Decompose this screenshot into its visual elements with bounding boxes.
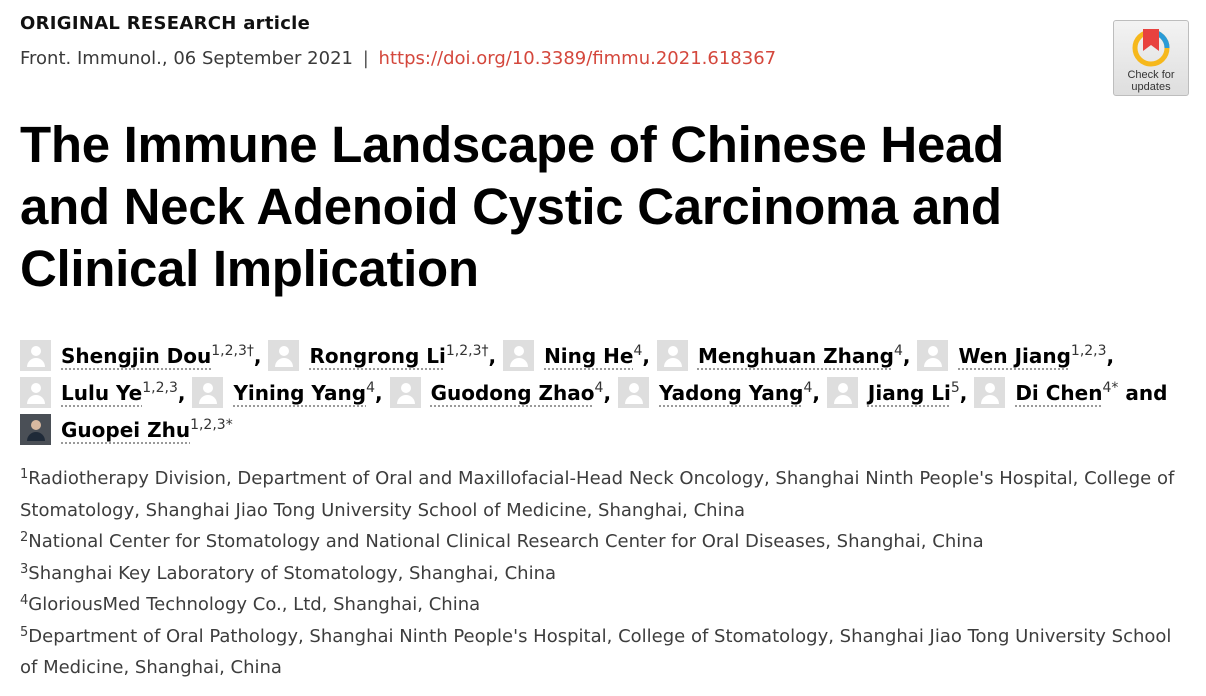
avatar-placeholder-icon[interactable] [974, 377, 1005, 408]
author-name-link[interactable]: Yadong Yang [659, 381, 804, 405]
author-separator: , [1106, 344, 1115, 368]
avatar-placeholder-icon[interactable] [827, 377, 858, 408]
affiliation-text: Department of Oral Pathology, Shanghai Ninth People's Hospital, College of Stomatology, Shanghai Jiao Tong University School of Medicine, Shanghai, China [20, 625, 1172, 678]
author-item [192, 381, 389, 405]
affiliation-number: 5 [20, 624, 29, 640]
author-name-link[interactable]: Di Chen [1015, 381, 1103, 405]
author-separator: , [902, 344, 918, 368]
avatar-placeholder-icon[interactable] [657, 340, 688, 371]
article-title: The Immune Landscape of Chinese Head and Neck Adenoid Cystic Carcinoma and Clinical Implication [20, 116, 1004, 297]
author-photo[interactable] [20, 414, 51, 445]
affiliation-text: National Center for Stomatology and National Clinical Research Center for Oral Diseases, Shanghai, China [28, 531, 984, 552]
author-affiliation-marker: 4 [803, 380, 813, 396]
avatar-placeholder-icon[interactable] [390, 377, 421, 408]
author-name-link[interactable]: Menghuan Zhang [697, 344, 894, 368]
avatar-placeholder-icon[interactable] [917, 340, 948, 371]
avatar-placeholder-icon[interactable] [503, 340, 534, 371]
affiliation-item [20, 621, 1190, 684]
author-name-link[interactable]: Guopei Zhu [61, 418, 191, 442]
affiliation-item [20, 589, 1190, 621]
author-item [917, 344, 1114, 368]
affiliation-number: 4 [20, 593, 29, 608]
author-name-link[interactable]: Lulu Ye [61, 381, 143, 405]
author-item [20, 381, 192, 405]
author-item [503, 344, 657, 368]
meta-separator: | [362, 48, 369, 69]
badge-label-line2: updates [1131, 81, 1171, 93]
avatar-placeholder-icon[interactable] [192, 377, 223, 408]
author-affiliation-marker: 4 [366, 380, 376, 396]
author-item [657, 344, 917, 368]
avatar-placeholder-icon[interactable] [618, 377, 649, 408]
avatar-placeholder-icon[interactable] [268, 340, 299, 371]
affiliation-number: 1 [20, 467, 29, 482]
affiliation-item [20, 526, 1190, 558]
author-item [20, 344, 268, 368]
author-affiliation-marker: 1,2,3* [190, 417, 233, 433]
journal-date: Front. Immunol., 06 September 2021 [20, 48, 353, 69]
affiliation-item [20, 463, 1190, 526]
author-separator: , [812, 381, 827, 405]
author-separator: and [1118, 381, 1168, 405]
affiliation-list [20, 463, 1190, 684]
author-name-link[interactable]: Ning He [544, 344, 634, 368]
author-affiliation-marker: 1,2,3 [142, 380, 178, 396]
check-for-updates-icon [1129, 27, 1173, 69]
author-name-link[interactable]: Rongrong Li [309, 344, 446, 368]
affiliation-number: 3 [20, 561, 29, 577]
author-name-link[interactable]: Jiang Li [867, 381, 951, 405]
author-separator: , [642, 344, 657, 368]
article-meta [20, 48, 776, 69]
author-item [390, 381, 618, 405]
author-name-link[interactable]: Yining Yang [233, 381, 367, 405]
author-separator: , [603, 381, 619, 405]
affiliation-text: Radiotherapy Division, Department of Oral and Maxillofacial-Head Neck Oncology, Shanghai Ninth People's Hospital, College of Stomatology, Shanghai Jiao Tong University School of Medicine, Shanghai, China [20, 468, 1175, 521]
author-separator: , [177, 381, 193, 405]
avatar-placeholder-icon[interactable] [20, 377, 51, 408]
author-item [827, 381, 974, 405]
author-affiliation-marker: 1,2,3 [1070, 343, 1107, 359]
author-affiliation-marker: 4 [893, 343, 903, 359]
author-separator: , [375, 381, 390, 405]
author-separator: , [488, 344, 504, 368]
author-item [618, 381, 827, 405]
article-type: ORIGINAL RESEARCH article [20, 13, 311, 34]
author-separator: , [253, 344, 269, 368]
author-name-link[interactable]: Shengjin Dou [61, 344, 212, 368]
author-item [268, 344, 503, 368]
author-name-link[interactable]: Wen Jiang [958, 344, 1071, 368]
avatar-placeholder-icon[interactable] [20, 340, 51, 371]
author-affiliation-marker: 4 [633, 343, 643, 359]
doi-link[interactable]: https://doi.org/10.3389/fimmu.2021.618367 [378, 48, 777, 69]
badge-label-line1: Check for [1127, 69, 1175, 81]
author-item [20, 418, 233, 442]
author-affiliation-marker: 4* [1102, 380, 1119, 396]
author-separator: , [959, 381, 975, 405]
author-list [20, 338, 1190, 449]
author-item [974, 381, 1167, 405]
author-affiliation-marker: 4 [594, 380, 604, 396]
author-name-link[interactable]: Guodong Zhao [430, 381, 595, 405]
affiliation-text: GloriousMed Technology Co., Ltd, Shanghai, China [28, 594, 481, 615]
affiliation-item [20, 558, 1190, 590]
author-affiliation-marker: 1,2,3† [445, 343, 489, 359]
check-for-updates-button[interactable] [1113, 20, 1189, 96]
author-affiliation-marker: 5 [950, 380, 960, 396]
affiliation-number: 2 [20, 530, 29, 545]
author-affiliation-marker: 1,2,3† [211, 343, 254, 359]
affiliation-text: Shanghai Key Laboratory of Stomatology, Shanghai, China [28, 562, 557, 584]
